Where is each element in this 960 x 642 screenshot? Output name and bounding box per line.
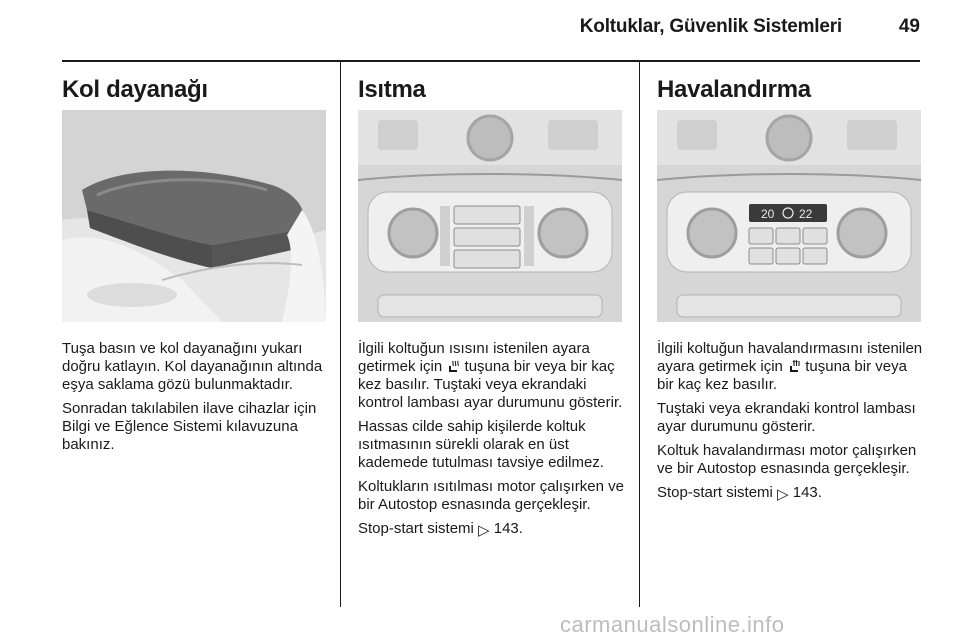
text-run: tuşuna bir veya bir kaç kez basılır. Tuştaki veya ekrandaki kontrol lambası ayar durumunu gösterir. xyxy=(358,358,623,411)
climate-panel-heating-illustration xyxy=(358,110,622,322)
watermark: carmanualsonline.info xyxy=(560,612,785,637)
paragraph: Hassas cilde sahip kişilerde koltuk ısıtmasının sürekli olarak en üst kademede tutulması tavsiye edilmez. xyxy=(358,418,604,471)
running-header-title: Koltuklar, Güvenlik Sistemleri xyxy=(579,16,842,37)
paragraph: Sonradan takılabilen ilave cihazlar için Bilgi ve Eğlence Sistemi kılavuzuna bakınız. xyxy=(62,400,317,453)
section-heading: Kol dayanağı xyxy=(62,76,208,103)
section-armrest xyxy=(62,72,330,460)
text-run: İlgili koltuğun ısısını istenilen ayara getirmek için xyxy=(358,340,590,375)
seat-heating-icon xyxy=(446,359,460,373)
text-run: Stop-start sistemi xyxy=(358,520,479,537)
header-rule xyxy=(62,60,920,62)
section-seat-heating xyxy=(358,72,626,546)
paragraph xyxy=(657,484,925,504)
page-reference-arrow-icon: ▷ xyxy=(777,486,789,503)
paragraph: Tuşa basın ve kol dayanağını yukarı doğru katlayın. Kol dayanağının altında eşya saklama gözü bulunmaktadır. xyxy=(62,340,323,393)
section-heading: Havalandırma xyxy=(657,76,811,103)
paragraph xyxy=(657,340,925,394)
climate-panel-ventilation-illustration xyxy=(657,110,921,322)
paragraph xyxy=(358,520,626,540)
column-divider xyxy=(340,62,341,607)
text-run: 143. xyxy=(489,520,523,537)
page-reference-arrow-icon: ▷ xyxy=(478,522,490,539)
text-run: Stop-start sistemi xyxy=(657,484,778,501)
armrest-illustration xyxy=(62,110,326,322)
text-run: 143. xyxy=(788,484,822,501)
seat-ventilation-icon xyxy=(787,359,801,373)
text-run: tuşuna bir veya bir kaç kez basılır. xyxy=(657,358,907,393)
section-seat-ventilation xyxy=(657,72,925,510)
paragraph: Tuştaki veya ekrandaki kontrol lambası ayar durumunu gösterir. xyxy=(657,400,916,435)
paragraph: Koltukların ısıtılması motor çalışırken ve bir Autostop esnasında gerçekleşir. xyxy=(358,478,624,513)
display-temperature-right: 22 xyxy=(799,207,813,221)
display-temperature: 20 xyxy=(761,207,775,221)
section-heading: Isıtma xyxy=(358,76,426,103)
paragraph xyxy=(358,340,626,412)
paragraph: Koltuk havalandırması motor çalışırken ve bir Autostop esnasında gerçekleşir. xyxy=(657,442,917,477)
text-run: İlgili koltuğun havalandırmasını istenilen ayara getirmek için xyxy=(657,340,923,375)
page-number: 49 xyxy=(898,16,920,37)
column-divider xyxy=(639,62,640,607)
